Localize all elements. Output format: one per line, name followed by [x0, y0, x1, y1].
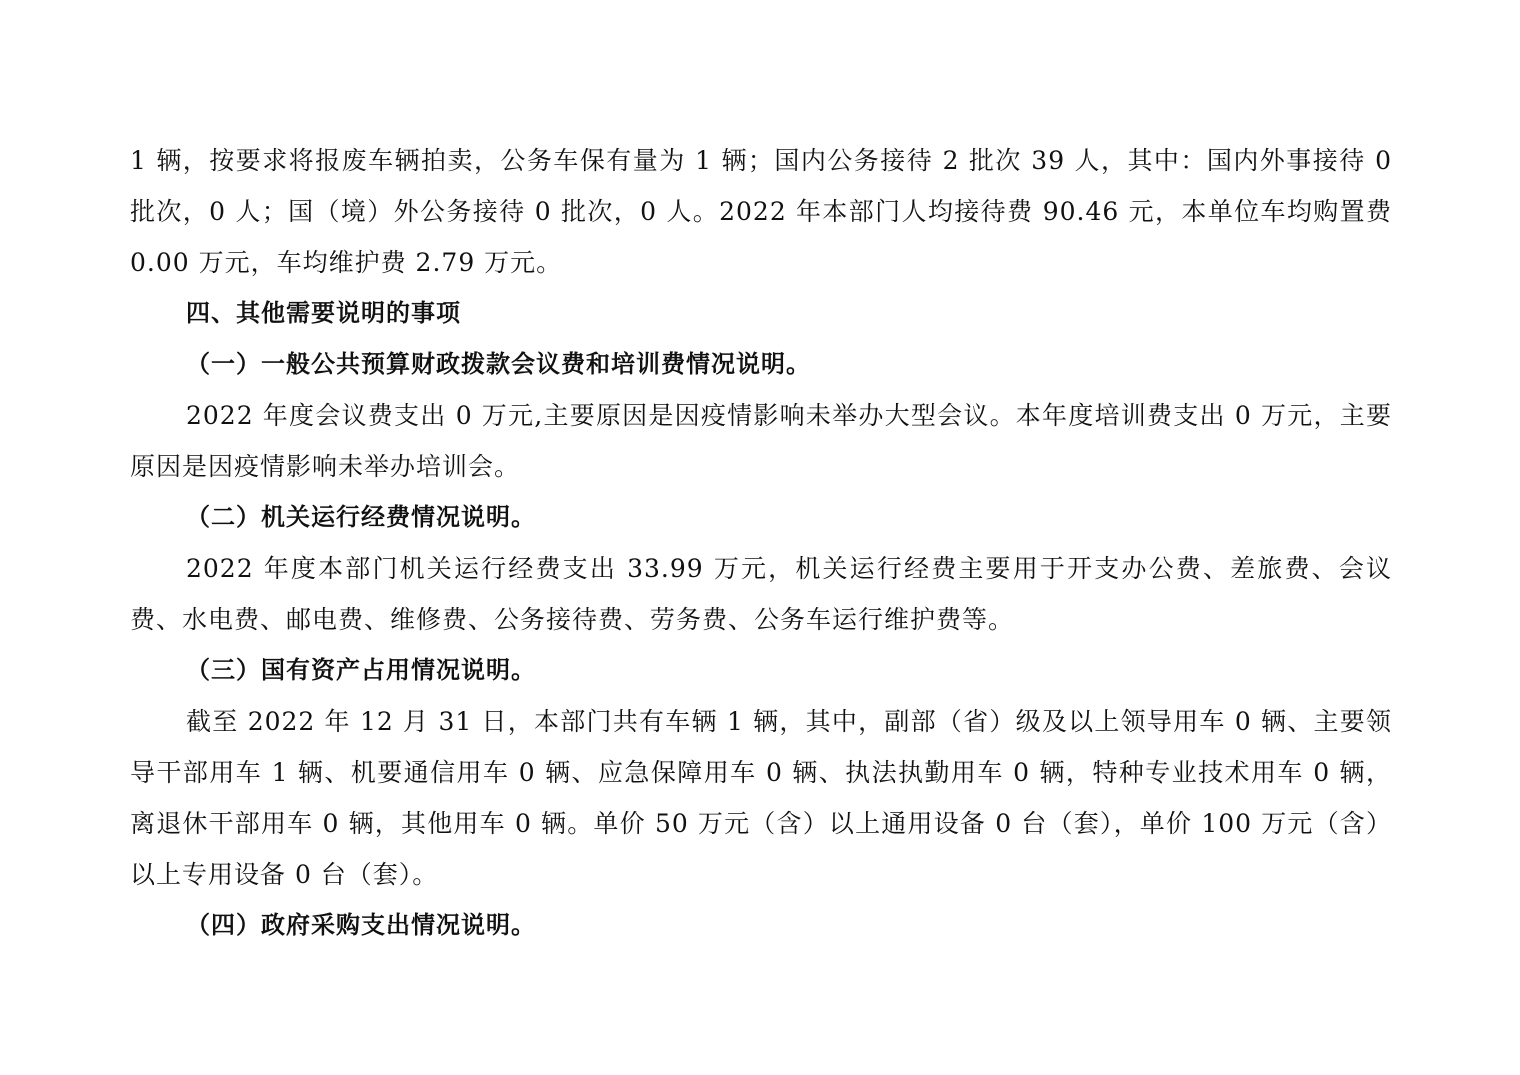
- subheading-operating-expenses: （二）机关运行经费情况说明。: [186, 503, 536, 531]
- subheading-state-assets: （三）国有资产占用情况说明。: [186, 656, 536, 684]
- paragraph-state-assets: 截至 2022 年 12 月 31 日，本部门共有车辆 1 辆，其中，副部（省）级及以上领导用车 0 辆、主要领导干部用车 1 辆、机要通信用车 0 辆、应急保障用车 0 辆、执法执勤用车 0 辆，特种专业技术用车 0 辆，离退休干部用车 0 辆，其他用车 0 辆。单价 50 万元（含）以上通用设备 0 台（套），单价 100 万元（含）以上专用设备 0 台（套）。: [130, 707, 1392, 889]
- section-heading-other-matters: 四、其他需要说明的事项: [186, 299, 461, 327]
- paragraph-vehicles-reception: 1 辆，按要求将报废车辆拍卖，公务车保有量为 1 辆；国内公务接待 2 批次 39 人，其中：国内外事接待 0 批次，0 人；国（境）外公务接待 0 批次，0 人。2022 年本部门人均接待费 90.46 元，本单位车均购置费 0.00 万元，车均维护费 2.79 万元。: [130, 146, 1392, 277]
- paragraph-meeting-training: 2022 年度会议费支出 0 万元,主要原因是因疫情影响未举办大型会议。本年度培训费支出 0 万元，主要原因是因疫情影响未举办培训会。: [130, 401, 1392, 481]
- document-page: [130, 135, 1392, 951]
- paragraph-operating-expenses: 2022 年度本部门机关运行经费支出 33.99 万元，机关运行经费主要用于开支办公费、差旅费、会议费、水电费、邮电费、维修费、公务接待费、劳务费、公务车运行维护费等。: [130, 554, 1392, 634]
- subheading-meeting-training: （一）一般公共预算财政拨款会议费和培训费情况说明。: [186, 350, 811, 378]
- subheading-government-procurement: （四）政府采购支出情况说明。: [186, 911, 536, 939]
